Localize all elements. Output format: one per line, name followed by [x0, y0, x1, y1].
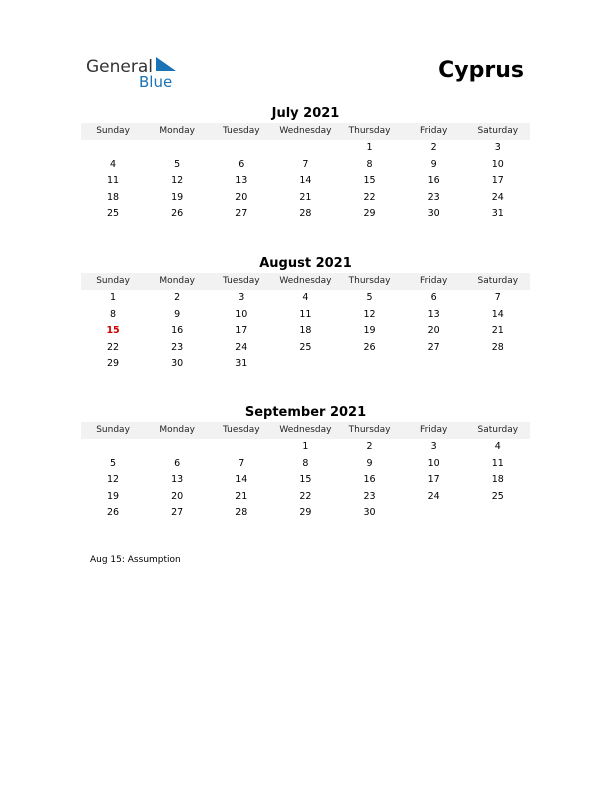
day-cell: 23	[427, 191, 440, 203]
day-cell: 29	[107, 358, 120, 370]
day-cell: 19	[171, 191, 184, 203]
day-cell: 25	[107, 208, 120, 220]
day-cell: 14	[491, 308, 504, 320]
holiday-notes: Aug 15: Assumption	[90, 555, 181, 565]
empty-day-cell	[81, 439, 145, 456]
day-cell: 10	[235, 308, 248, 320]
day-cell: 24	[235, 341, 248, 353]
day-cell: 18	[491, 474, 504, 486]
day-cell: 15	[106, 325, 120, 337]
day-cell: 30	[427, 208, 440, 220]
day-cell: 5	[174, 158, 181, 170]
day-cell: 16	[427, 175, 440, 187]
empty-day-cell	[145, 140, 209, 157]
day-cell: 10	[491, 158, 504, 170]
weekday-header: Wednesday	[273, 273, 337, 290]
day-cell: 2	[174, 292, 181, 303]
empty-day-cell	[466, 356, 530, 373]
day-cell: 26	[107, 507, 120, 519]
empty-day-cell	[402, 356, 466, 373]
day-cell: 12	[363, 308, 376, 320]
day-cell: 20	[427, 325, 440, 337]
day-cell: 26	[363, 341, 376, 353]
day-cell: 20	[235, 191, 248, 203]
month-title: August 2021	[259, 256, 352, 271]
day-cell: 13	[235, 175, 248, 187]
weekday-header: Thursday	[338, 422, 402, 439]
calendar-grid	[81, 273, 530, 373]
day-cell: 20	[171, 490, 184, 502]
day-cell: 27	[427, 341, 440, 353]
day-cell: 16	[171, 325, 184, 337]
weekday-header: Wednesday	[273, 123, 337, 140]
day-cell: 2	[366, 441, 373, 452]
brand-logo	[86, 56, 186, 92]
month-block-september	[81, 404, 530, 522]
weekday-header: Tuesday	[209, 123, 273, 140]
month-block-july	[81, 105, 530, 223]
day-cell: 11	[107, 175, 120, 187]
day-cell: 21	[235, 490, 248, 502]
weekday-header: Saturday	[466, 273, 530, 290]
day-cell: 27	[171, 507, 184, 519]
day-cell: 25	[491, 490, 504, 502]
day-cell: 7	[238, 457, 245, 469]
day-cell: 5	[366, 292, 373, 303]
country-title: Cyprus	[438, 58, 524, 83]
empty-day-cell	[81, 140, 145, 157]
day-cell: 9	[366, 457, 373, 469]
day-cell: 24	[491, 191, 504, 203]
day-cell: 27	[235, 208, 248, 220]
weekday-header: Sunday	[81, 273, 145, 290]
day-cell: 11	[299, 308, 312, 320]
weekday-header: Monday	[145, 273, 209, 290]
weekday-header: Sunday	[81, 422, 145, 439]
day-cell: 14	[299, 175, 312, 187]
day-cell: 2	[430, 142, 437, 153]
day-cell: 12	[171, 175, 184, 187]
day-cell: 30	[363, 507, 376, 519]
day-cell: 1	[366, 142, 373, 153]
day-cell: 24	[427, 490, 440, 502]
logo-text-blue: Blue	[139, 73, 173, 91]
empty-day-cell	[466, 505, 530, 522]
empty-day-cell	[145, 439, 209, 456]
empty-day-cell	[209, 439, 273, 456]
month-title: September 2021	[244, 405, 367, 420]
day-cell: 30	[171, 358, 184, 370]
day-cell: 10	[427, 457, 440, 469]
weekday-header: Thursday	[338, 273, 402, 290]
day-cell: 3	[238, 292, 245, 303]
weekday-header: Friday	[402, 273, 466, 290]
day-cell: 15	[299, 474, 312, 486]
weekday-header: Monday	[145, 422, 209, 439]
day-cell: 22	[363, 191, 376, 203]
day-cell: 6	[430, 292, 437, 303]
day-cell: 19	[363, 325, 376, 337]
day-cell: 21	[491, 325, 504, 337]
weekday-header: Thursday	[338, 123, 402, 140]
empty-day-cell	[402, 505, 466, 522]
day-cell: 31	[491, 208, 504, 220]
day-cell: 8	[110, 308, 117, 320]
month-title: July 2021	[271, 106, 340, 121]
logo-triangle-icon	[154, 57, 176, 73]
day-cell: 13	[427, 308, 440, 320]
day-cell: 18	[299, 325, 312, 337]
weekday-header: Tuesday	[209, 273, 273, 290]
day-cell: 3	[494, 142, 501, 153]
day-cell: 28	[491, 341, 504, 353]
day-cell: 11	[491, 457, 504, 469]
day-cell: 16	[363, 474, 376, 486]
day-cell: 1	[110, 292, 117, 303]
day-cell: 5	[110, 457, 117, 469]
day-cell: 9	[430, 158, 437, 170]
day-cell: 28	[235, 507, 248, 519]
day-cell: 28	[299, 208, 312, 220]
day-cell: 6	[238, 158, 245, 170]
day-cell: 22	[107, 341, 120, 353]
day-cell: 7	[494, 292, 501, 303]
day-cell: 6	[174, 457, 181, 469]
month-block-august	[81, 255, 530, 373]
day-cell: 4	[494, 441, 501, 452]
day-cell: 26	[171, 208, 184, 220]
day-cell: 8	[366, 158, 373, 170]
logo-text-general: General	[86, 57, 153, 77]
weekday-header: Monday	[145, 123, 209, 140]
day-cell: 3	[430, 441, 437, 452]
weekday-header: Saturday	[466, 422, 530, 439]
day-cell: 12	[107, 474, 120, 486]
weekday-header: Wednesday	[273, 422, 337, 439]
day-cell: 17	[427, 474, 440, 486]
empty-day-cell	[273, 140, 337, 157]
day-cell: 13	[171, 474, 184, 486]
empty-day-cell	[273, 356, 337, 373]
day-cell: 29	[299, 507, 312, 519]
day-cell: 29	[363, 208, 376, 220]
weekday-header: Saturday	[466, 123, 530, 140]
day-cell: 21	[299, 191, 312, 203]
day-cell: 18	[107, 191, 120, 203]
day-cell: 1	[302, 441, 309, 452]
day-cell: 4	[110, 158, 117, 170]
day-cell: 7	[302, 158, 309, 170]
day-cell: 9	[174, 308, 181, 320]
day-cell: 8	[302, 457, 309, 469]
day-cell: 17	[235, 325, 248, 337]
day-cell: 31	[235, 358, 248, 370]
empty-day-cell	[338, 356, 402, 373]
day-cell: 23	[363, 490, 376, 502]
day-cell: 14	[235, 474, 248, 486]
day-cell: 23	[171, 341, 184, 353]
weekday-header: Tuesday	[209, 422, 273, 439]
day-cell: 4	[302, 292, 309, 303]
calendar-grid	[81, 422, 530, 522]
day-cell: 19	[107, 490, 120, 502]
day-cell: 25	[299, 341, 312, 353]
day-cell: 17	[491, 175, 504, 187]
empty-day-cell	[209, 140, 273, 157]
day-cell: 22	[299, 490, 312, 502]
weekday-header: Sunday	[81, 123, 145, 140]
day-cell: 15	[363, 175, 376, 187]
calendar-grid	[81, 123, 530, 223]
weekday-header: Friday	[402, 422, 466, 439]
weekday-header: Friday	[402, 123, 466, 140]
